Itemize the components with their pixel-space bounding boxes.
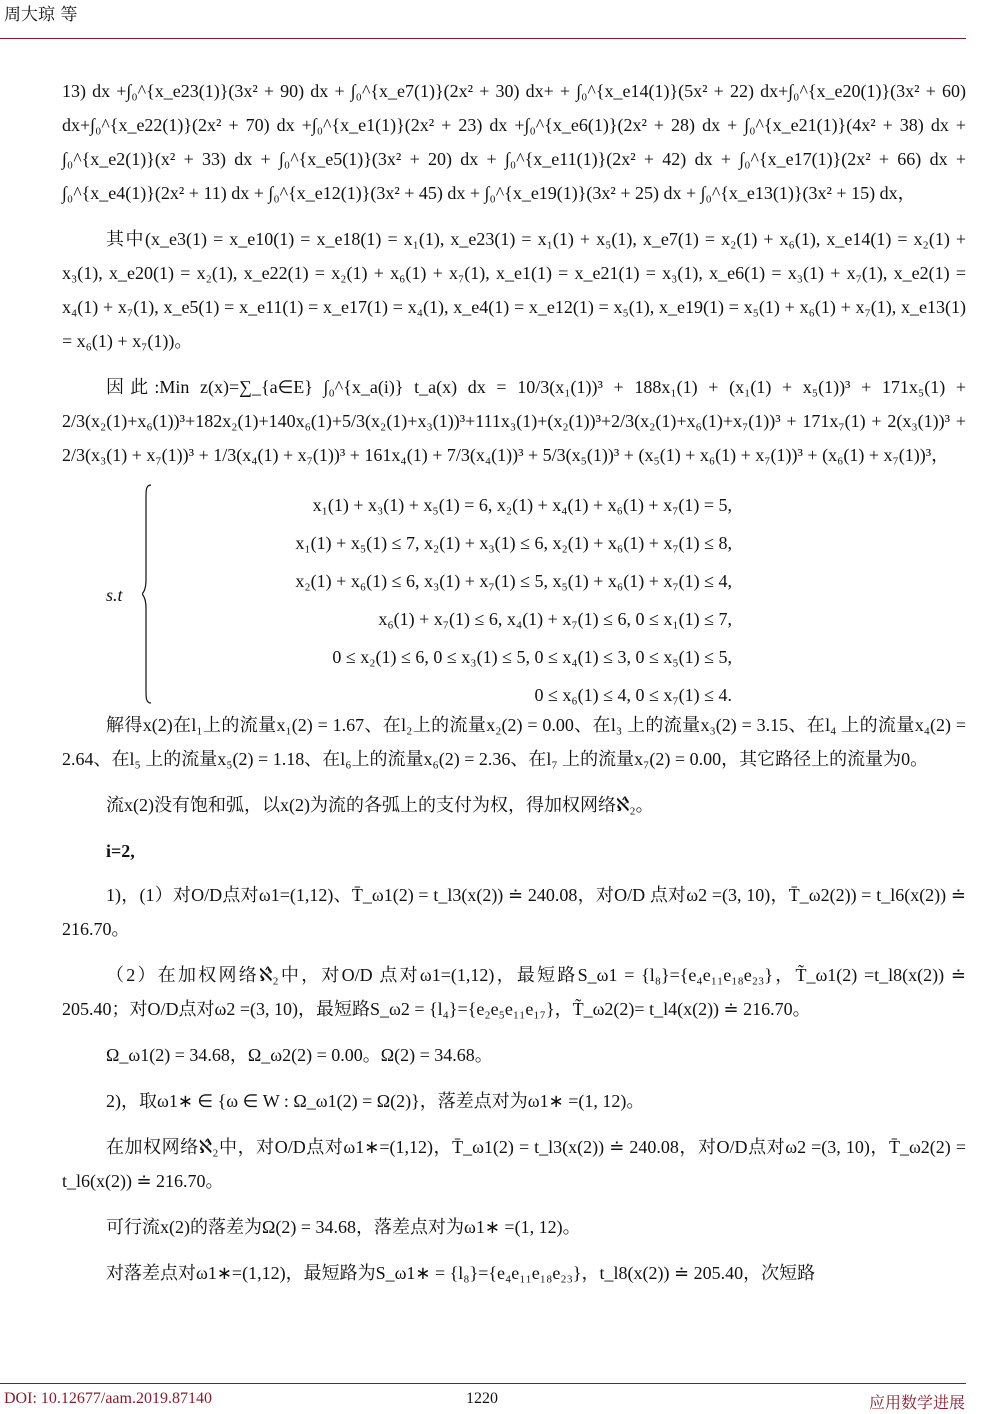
page-number: 1220 xyxy=(466,1390,498,1407)
variable-relations: 其中(x_e3(1) = x_e10(1) = x_e18(1) = x₁(1), x_e23(1) = x₁(1) + x₅(1), x_e7(1) = x₂(1) + x₆(1), x_e14(1) = x₂(1) + x₃(1), x_e20(1) = x₂(1), x_e22(1) = x₂(1) + x₆(1) + x₇(1), x_e1(1) = x_e21(1) = x₃(1), x_e6(1) = x₃(1) + x₇(1), x_e2(1) = x₄(1) + x₇(1), x_e5(1) = x_e11(1) = x_e17(1) = x₄(1), x_e4(1) = x_e12(1) = x₅(1), x_e19(1) = x₅(1) + x₆(1) + x₇(1), x_e13(1) = x₆(1) + x₇(1))。 xyxy=(62,229,966,351)
page-header xyxy=(0,0,1001,40)
step2-paragraph: （2）在加权网络ℵ̂₂中，对O/D 点对ω1=(1,12)，最短路S_ω1 = {l₈}={e₄e₁₁e₁₈e₂₃}，T̃_ω1(2) =t_l8(x(2)) ≐ 205.40；对O/D点对ω2 =(3, 10)，最短路S_ω2 = {l₄}={e₂e₅e₁₁e₁₇}，T̃_ω2(2)= t_l4(x(2)) ≐ 216.70。 xyxy=(62,965,966,1019)
footer-rule xyxy=(0,1383,966,1384)
constraint-row: x₁(1) + x₃(1) + x₅(1) = 6, x₂(1) + x₄(1) + x₆(1) + x₇(1) = 5, xyxy=(312,495,732,515)
constraint-system xyxy=(62,484,966,708)
weighted-network-check: 在加权网络ℵ̂₂中，对O/D点对ω1∗=(1,12)，T̄_ω1(2) = t_l3(x(2)) ≐ 240.08，对O/D点对ω2 =(3, 10)，T̄_ω2(2) = t_l6(x(2)) ≐ 216.70。 xyxy=(62,1137,966,1191)
max-gap-pair: 2)，取ω1∗ ∈ {ω ∈ W : Ω_ω1(2) = Ω(2)}，落差点对为ω1∗ =(1, 12)。 xyxy=(106,1091,645,1111)
solution-paragraph: 解得x(2)在l₁上的流量x₁(2) = 1.67、在l₂上的流量x₂(2) = 0.00、在l₃ 上的流量x₃(2) = 3.15、在l₄ 上的流量x₄(2) = 2.64、在l₅ 上的流量x₅(2) = 1.18、在l₆上的流量x₆(2) = 2.36、在l₇ 上的流量x₇(2) = 0.00，其它路径上的流量为0。 xyxy=(62,715,966,769)
iteration-heading: i=2, xyxy=(106,841,135,861)
left-brace xyxy=(142,484,152,704)
running-authors: 周大琼 等 xyxy=(4,5,78,25)
omega-values: Ω_ω1(2) = 34.68，Ω_ω2(2) = 0.00。Ω(2) = 34.68。 xyxy=(106,1045,493,1065)
shortest-path-paragraph: 对落差点对ω1∗=(1,12)，最短路为S_ω1∗ = {l₈}={e₄e₁₁e₁₈e₂₃}，t_l8(x(2)) ≐ 205.40，次短路 xyxy=(106,1263,816,1283)
gap-summary: 可行流x(2)的落差为Ω(2) = 34.68，落差点对为ω1∗ =(1, 12)。 xyxy=(106,1217,581,1237)
integral-expression: 13) dx +∫₀^{x_e23(1)}(3x² + 90) dx + ∫₀^{x_e7(1)}(2x² + 30) dx+ + ∫₀^{x_e14(1)}(5x² + 22) dx+∫₀^{x_e20(1)}(3x² + 60) dx+∫₀^{x_e22(1)}(2x² + 70) dx +∫₀^{x_e1(1)}(2x² + 23) dx +∫₀^{x_e6(1)}(2x² + 28) dx + ∫₀^{x_e21(1)}(4x² + 38) dx + ∫₀^{x_e2(1)}(x² + 33) dx + ∫₀^{x_e5(1)}(3x² + 20) dx + ∫₀^{x_e11(1)}(2x² + 42) dx + ∫₀^{x_e17(1)}(2x² + 66) dx + ∫₀^{x_e4(1)}(2x² + 11) dx + ∫₀^{x_e12(1)}(3x² + 45) dx + ∫₀^{x_e19(1)}(3x² + 25) dx + ∫₀^{x_e13(1)}(3x² + 15) dx， xyxy=(62,81,966,203)
weighted-network-paragraph: 流x(2)没有饱和弧，以x(2)为流的各弧上的支付为权，得加权网络ℵ̂₂。 xyxy=(106,795,654,815)
paper-body xyxy=(62,74,966,1302)
constraint-row: 0 ≤ x₂(1) ≤ 6, 0 ≤ x₃(1) ≤ 5, 0 ≤ x₄(1) ≤ 3, 0 ≤ x₅(1) ≤ 5, xyxy=(332,647,732,667)
objective-function: 因此:Min z(x)=∑_{a∈E} ∫₀^{x_a(i)} t_a(x) dx = 10/3(x₁(1))³ + 188x₁(1) + (x₁(1) + x₅(1))³ + 171x₅(1) + 2/3(x₂(1)+x₆(1))³+182x₂(1)+140x₆(1)+5/3(x₂(1)+x₃(1))³+111x₃(1)+(x₂(1))³+2/3(x₂(1)+x₆(1)+x₇(1))³ + 171x₇(1) + 2(x₃(1))³ + 2/3(x₃(1) + x₇(1))³ + 1/3(x₄(1) + x₇(1))³ + 161x₄(1) + 7/3(x₄(1))³ + 5/3(x₅(1))³ + (x₅(1) + x₆(1) + x₇(1))³ + (x₆(1) + x₇(1))³， xyxy=(62,377,966,465)
journal-name: 应用数学进展 xyxy=(868,1393,965,1412)
st-label: s.t xyxy=(106,585,123,605)
constraint-rows xyxy=(162,486,732,714)
constraint-row: x₆(1) + x₇(1) ≤ 6, x₄(1) + x₇(1) ≤ 6, 0 ≤ x₁(1) ≤ 7, xyxy=(378,609,732,629)
constraint-row: 0 ≤ x₆(1) ≤ 4, 0 ≤ x₇(1) ≤ 4. xyxy=(534,685,732,705)
constraint-row: x₁(1) + x₅(1) ≤ 7, x₂(1) + x₃(1) ≤ 6, x₂(1) + x₆(1) + x₇(1) ≤ 8, xyxy=(295,533,732,553)
step1-paragraph: 1)，(1）对O/D点对ω1=(1,12)、T̄_ω1(2) = t_l3(x(2)) ≐ 240.08，对O/D 点对ω2 =(3, 10)，T̄_ω2(2)) = t_l6(x(2)) ≐ 216.70。 xyxy=(62,885,966,939)
doi-link[interactable]: DOI: 10.12677/aam.2019.87140 xyxy=(4,1390,212,1407)
header-rule xyxy=(0,38,966,39)
constraint-row: x₂(1) + x₆(1) ≤ 6, x₃(1) + x₇(1) ≤ 5, x₅(1) + x₆(1) + x₇(1) ≤ 4, xyxy=(295,571,732,591)
